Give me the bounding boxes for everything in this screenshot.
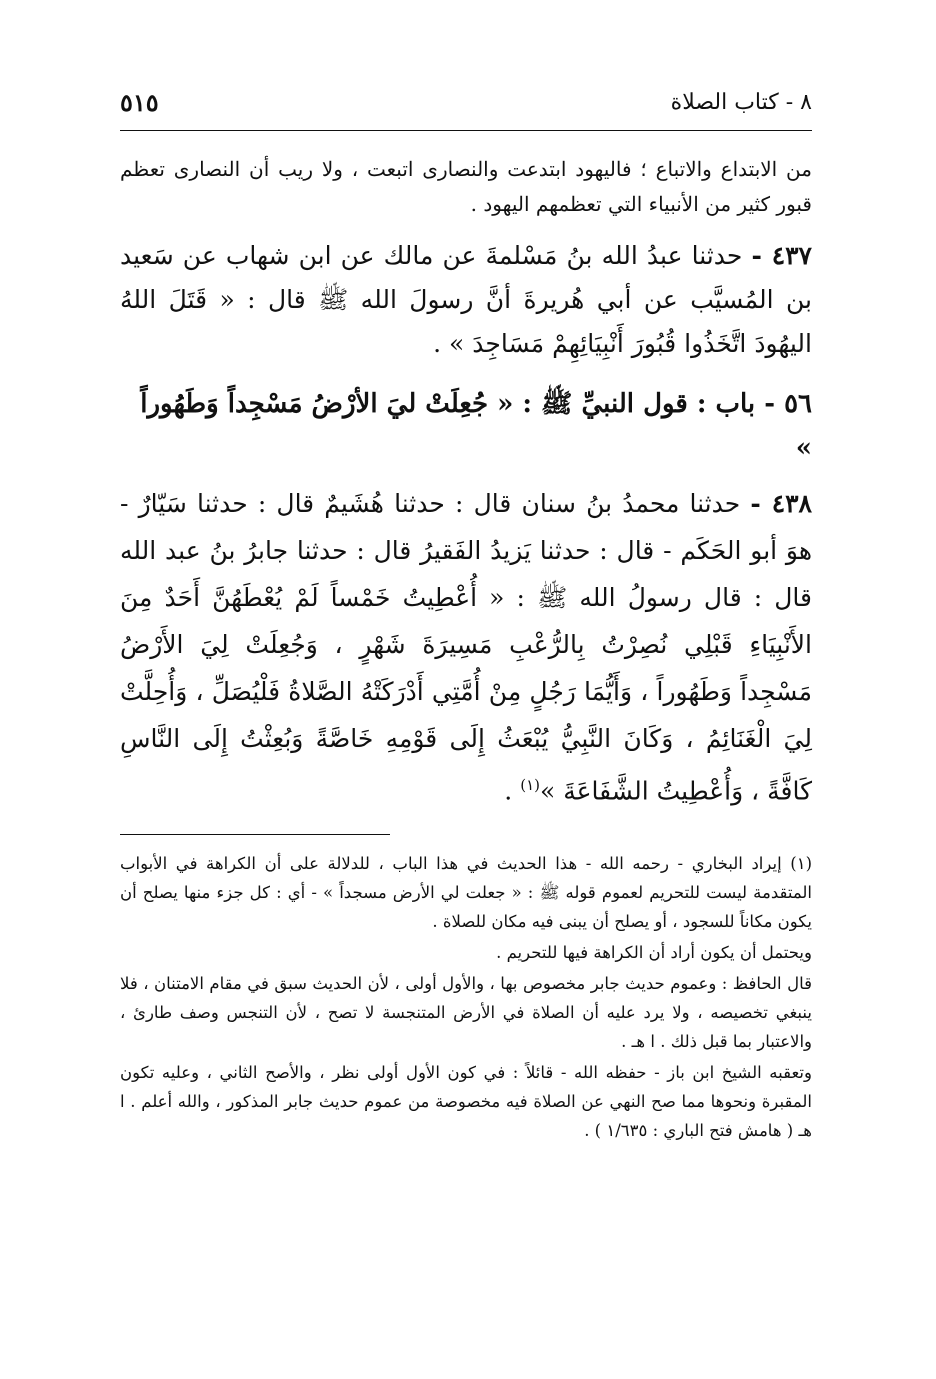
footnote-paragraph: وتعقبه الشيخ ابن باز - حفظه الله - قائلاً : في كون الأول أولى نظر ، والأصح الثاني ، وعليه تكون المقبرة ونحوها مما صح النهي عن الصلاة فيه مخصوصة من عموم حديث جابر المذكور ، والله أعلم . ا هـ ( هامش فتح الباري : ١/٦٣٥ ) . xyxy=(120,1063,812,1141)
page-header xyxy=(120,80,812,130)
footnote-paragraph: قال الحافظ : وعموم حديث جابر مخصوص بها ، والأول أولى ، لأن الحديث سبق في مقام الامتنان ، فلا ينبغي تخصيصه ، ولا يرد عليه أن الصلاة في الأرض المتنجسة لا تصح ، لأن التنجس وصف طارئ ، والاعتبار بما قبل ذلك . ا هـ . xyxy=(120,974,812,1052)
hadith-number: ٤٣٧ - xyxy=(751,241,812,270)
footnote-paragraph: ويحتمل أن يكون أراد أن الكراهة فيها للتحريم . xyxy=(496,943,812,963)
footnotes xyxy=(120,849,812,1145)
hadith-end: . xyxy=(504,776,521,806)
footnote-reference: (١) xyxy=(520,776,540,794)
footnote-paragraph: (١) إيراد البخاري - رحمه الله - هذا الحديث في هذا الباب ، للدلالة على أن الكراهة في الأبواب المتقدمة ليست للتحريم لعموم قوله ﷺ : « جعلت لي الأرض مسجداً » - أي : كل جزء منها يصلح أن يكون مكاناً للسجود ، أو يصلح أن يبنى فيه مكان للصلاة . xyxy=(120,854,812,932)
footnote-rule xyxy=(120,834,390,835)
chapter-heading: ٥٦ - باب : قول النبيِّ ﷺ : « جُعِلَتْ ليَ الأرْضُ مَسْجِداً وَطَهُوراً » xyxy=(140,389,812,463)
hadith-438 xyxy=(120,480,812,814)
hadith-437 xyxy=(120,234,812,366)
intro-paragraph: من الابتداع والاتباع ؛ فاليهود ابتدعت والنصارى اتبعت ، ولا ريب أن النصارى تعظم قبور كثير من الأنبياء التي تعظمهم اليهود . xyxy=(120,157,812,216)
hadith-number: ٤٣٨ - xyxy=(750,489,812,518)
page-number: ٥١٥ xyxy=(120,88,159,117)
hadith-text: حدثنا عبدُ الله بنُ مَسْلمةَ عن مالك عن ابن شهاب عن سَعيد بن المُسيَّب عن أبي هُريرةَ أنَّ رسولَ الله ﷺ قال : « قَتَلَ اللهُ اليهُودَ اتَّخَذُوا قُبُورَ أَنْبِيَائِهِمْ مَسَاجِدَ » . xyxy=(120,241,812,358)
header-rule xyxy=(120,130,812,131)
running-head: ٨ - كتاب الصلاة xyxy=(670,90,812,115)
book-page xyxy=(120,80,812,1147)
hadith-text: حدثنا محمدُ بنُ سنان قال : حدثنا هُشَيمٌ قال : حدثنا سَيّارٌ - هوَ أبو الحَكَم - قال : حدثنا يَزيدُ الفَقيرُ قال : حدثنا جابرُ بنُ عبد الله قال : قال رسولُ الله ﷺ : « أُعْطِيتُ خَمْساً لَمْ يُعْطَهُنَّ أَحَدٌ مِنَ الأَنْبِيَاءِ قَبْلِي نُصِرْتُ بِالرُّعْبِ مَسِيرَةَ شَهْرٍ ، وَجُعِلَتْ لِيَ الأَرْضُ مَسْجِداً وَطَهُوراً ، وَأَيُّمَا رَجُلٍ مِنْ أُمَّتِي أَدْرَكَتْهُ الصَّلاةُ فَلْيُصَلِّ ، وَأُحِلَّتْ لِيَ الْغَنَائِمُ ، وَكَانَ النَّبِيُّ يُبْعَثُ إِلَى قَوْمِهِ خَاصَّةً وَبُعِثْتُ إِلَى النَّاسِ كَافَّةً ، وَأُعْطِيتُ الشَّفَاعَةَ » xyxy=(120,489,812,806)
